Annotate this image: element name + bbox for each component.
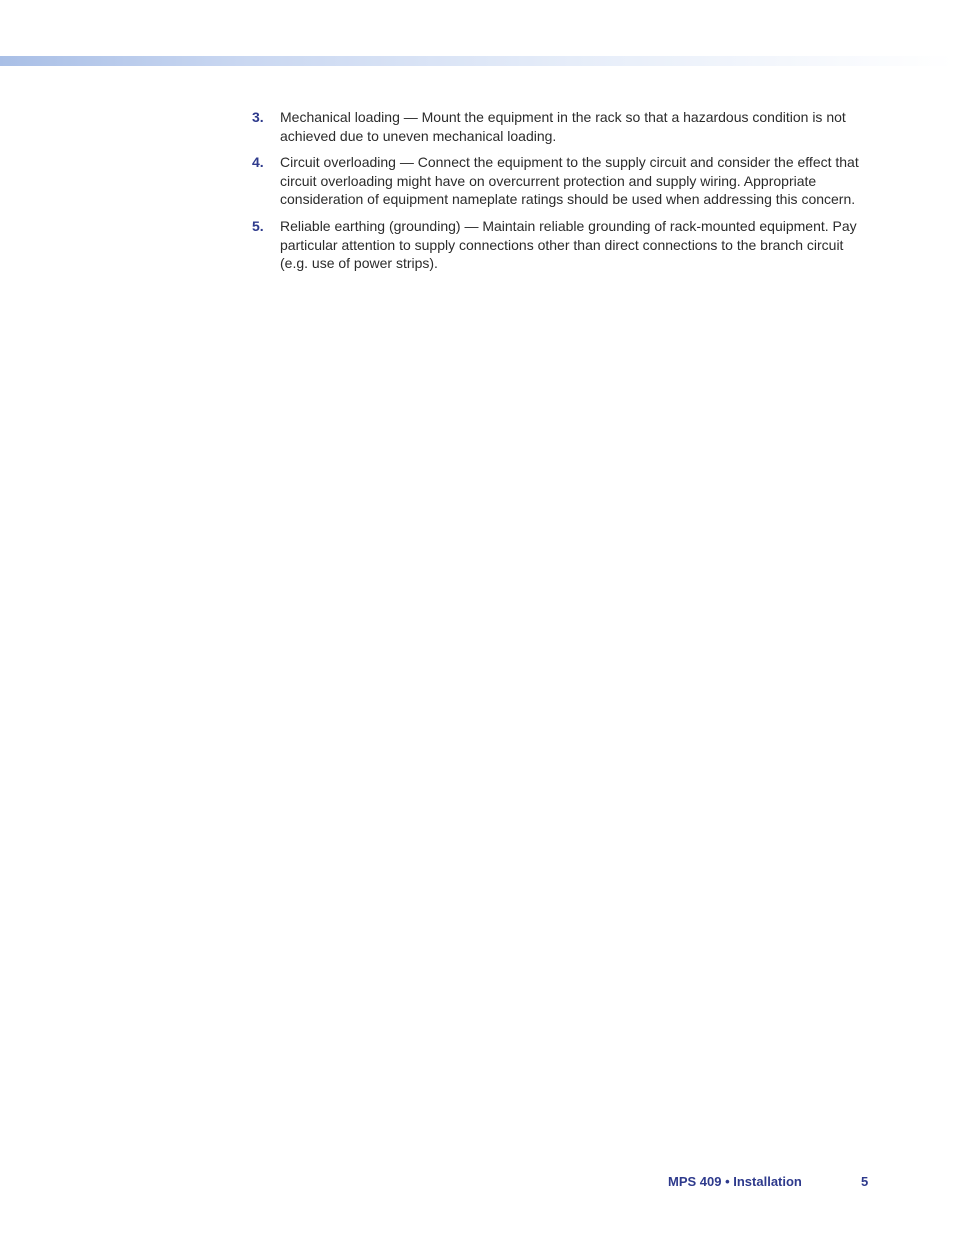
list-item (252, 217, 872, 273)
footer-page-number: 5 (861, 1174, 869, 1189)
header-gradient-band (0, 56, 954, 66)
footer-document-title: MPS 409 • Installation (668, 1174, 802, 1189)
list-item (252, 108, 872, 145)
list-item-text: Reliable earthing (grounding) — Maintain reliable grounding of rack-mounted equipment. Pay particular attention to supply connections other than direct connections to the branch circuit (e.g. use of power strips). (280, 217, 857, 272)
numbered-list (252, 108, 872, 281)
list-item-number: 3. (252, 109, 264, 125)
list-item-text: Mechanical loading — Mount the equipment in the rack so that a hazardous condition is not achieved due to uneven mechanical loading. (280, 109, 846, 144)
list-item-number: 4. (252, 154, 264, 171)
list-item-text: Circuit overloading — Connect the equipment to the supply circuit and consider the effect that circuit overloading might have on overcurrent protection and supply wiring. Appropriate consideration of equipment nameplate ratings should be used when addressing this concern. (280, 154, 859, 208)
list-item (252, 153, 872, 209)
list-item-number: 5. (252, 217, 264, 234)
